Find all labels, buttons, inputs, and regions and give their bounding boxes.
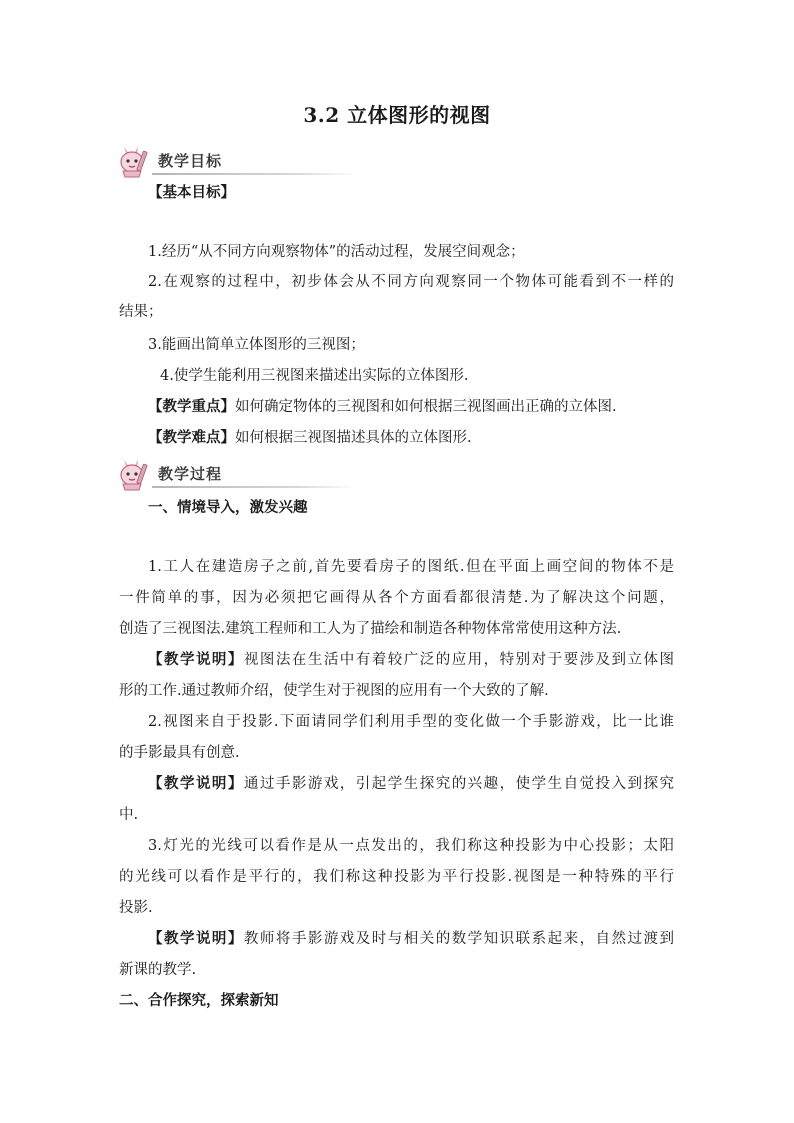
paragraph-2-line-1: 2.视图来自于投影.下面请同学们利用手型的变化做一个手影游戏，比一比谁 xyxy=(148,714,674,730)
key-point-text: 如何确定物体的三视图和如何根据三视图画出正确的立体图. xyxy=(235,399,617,415)
teaching-note-label: 【教学说明】 xyxy=(148,651,244,668)
goal-item-3: 3.能画出简单立体图形的三视图； xyxy=(148,337,365,353)
teaching-note-1-text: 视图法在生活中有着较广泛的应用，特别对于要涉及到立体图 xyxy=(243,652,674,668)
paragraph-1-line-2: 一件简单的事，因为必须把它画得从各个方面看都很清楚.为了解决这个问题， xyxy=(119,590,674,606)
teaching-note-3-cont: 新课的教学. xyxy=(119,962,197,978)
teaching-note-1 xyxy=(148,650,674,670)
student-pencil-mascot-icon xyxy=(118,143,152,179)
student-pencil-mascot-icon xyxy=(118,456,152,492)
teaching-note-2-text: 通过手影游戏，引起学生探究的兴趣，使学生自觉投入到探究 xyxy=(243,776,674,792)
paragraph-1-line-3: 创造了三视图法.建筑工程师和工人为了描绘和制造各种物体常常使用这种方法. xyxy=(119,621,622,637)
difficult-point-label: 【教学难点】 xyxy=(148,429,235,446)
teaching-note-1-cont: 形的工作.通过教师介绍，使学生对于视图的应用有一个大致的了解. xyxy=(119,683,549,699)
teaching-note-2-cont: 中. xyxy=(119,807,139,823)
section-header-process xyxy=(118,456,278,492)
key-point-label: 【教学重点】 xyxy=(148,398,235,415)
section-underline xyxy=(152,173,358,175)
paragraph-3-line-2: 的光线可以看作是平行的，我们称这种投影为平行投影.视图是一种特殊的平行 xyxy=(119,869,674,885)
page-title: 3.2 立体图形的视图 xyxy=(303,103,491,127)
difficult-point-text: 如何根据三视图描述具体的立体图形. xyxy=(235,430,472,446)
paragraph-1-line-1: 1.工人在建造房子之前,首先要看房子的图纸.但在平面上画空间的物体不是 xyxy=(148,559,674,575)
teaching-note-2 xyxy=(148,774,674,794)
teaching-note-3 xyxy=(148,929,674,949)
key-point-line xyxy=(148,397,617,417)
paragraph-3-line-1: 3.灯光的光线可以看作是从一点发出的，我们称这种投影为中心投影；太阳 xyxy=(148,838,674,854)
goal-item-1: 1.经历“从不同方向观察物体”的活动过程，发展空间观念； xyxy=(148,244,525,260)
goal-item-2-cont: 结果； xyxy=(119,304,163,320)
difficult-point-line xyxy=(148,428,472,448)
part2-heading: 二、合作探究，探索新知 xyxy=(119,992,279,1009)
basic-goal-heading: 【基本目标】 xyxy=(148,184,235,201)
part1-heading: 一、情境导入，激发兴趣 xyxy=(148,499,308,516)
teaching-note-label: 【教学说明】 xyxy=(148,775,244,792)
paragraph-2-line-2: 的手影最具有创意. xyxy=(119,745,240,761)
section-label-goals: 教学目标 xyxy=(158,152,223,170)
teaching-note-3-text: 教师将手影游戏及时与相关的数学知识联系起来，自然过渡到 xyxy=(243,931,674,947)
section-label-process: 教学过程 xyxy=(158,465,223,483)
section-header-goals xyxy=(118,143,278,179)
goal-item-2: 2.在观察的过程中，初步体会从不同方向观察同一个物体可能看到不一样的 xyxy=(148,274,674,290)
paragraph-3-line-3: 投影. xyxy=(119,900,153,916)
section-underline xyxy=(152,486,358,488)
goal-item-4: 4.使学生能利用三视图来描述出实际的立体图形. xyxy=(160,368,469,384)
teaching-note-label: 【教学说明】 xyxy=(148,930,244,947)
